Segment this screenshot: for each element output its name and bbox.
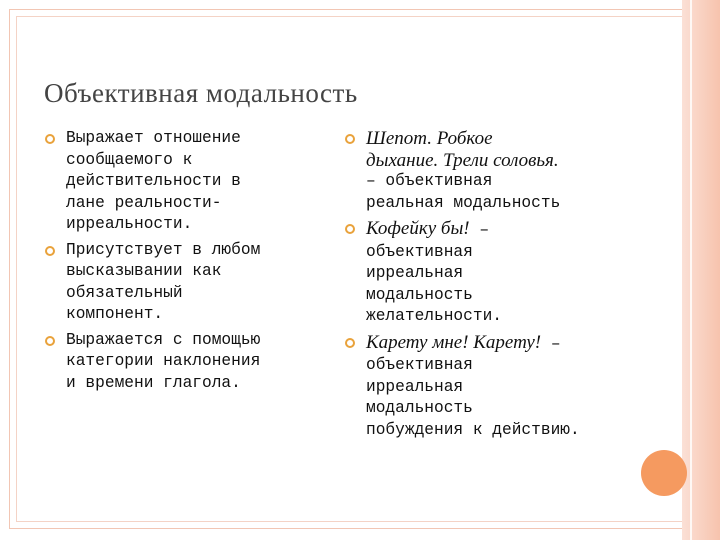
list-item-line: желательности. <box>366 307 502 325</box>
list-item-line: действительности в <box>66 172 241 190</box>
list-item-line: модальность <box>366 285 473 304</box>
list-item-line: Присутствует в любом <box>66 240 261 259</box>
example-quote: Шепот. Робкое <box>366 128 493 149</box>
list-item-line: ирреальности. <box>66 215 193 233</box>
decorative-circle <box>641 450 687 496</box>
list-item-line: лане реальности- <box>66 193 222 212</box>
list-item-line: объективная <box>366 242 473 261</box>
bullet-icon <box>44 335 56 347</box>
example-quote: Кофейку бы! <box>366 218 470 239</box>
bullet-icon <box>44 133 56 145</box>
bullet-icon <box>344 337 356 349</box>
list-item-line: побуждения к действию. <box>366 420 580 439</box>
example-quote: Карету мне! Карету! <box>366 331 542 353</box>
decorative-side-band <box>682 0 720 540</box>
list-item-line: модальность <box>366 399 473 417</box>
list-item <box>44 128 324 236</box>
dash: – <box>469 221 490 239</box>
list-item-line: категории наклонения <box>66 352 261 370</box>
list-item <box>44 240 324 326</box>
list-item-line: объективная <box>366 356 473 374</box>
list-item-line: Выражает отношение <box>66 129 241 147</box>
list-item <box>44 330 324 395</box>
list-item <box>344 128 634 214</box>
list-item <box>344 218 634 328</box>
list-item-line: ирреальная <box>366 264 464 282</box>
list-item-line: сообщаемого к <box>66 150 193 169</box>
list-item-line: Выражается с помощью <box>66 330 261 349</box>
left-column <box>44 128 324 398</box>
list-item-line: обязательный <box>66 283 183 302</box>
decorative-side-line <box>690 0 692 540</box>
list-item-line: и времени глагола. <box>66 373 241 392</box>
dash: – <box>541 334 561 353</box>
bullet-icon <box>344 133 356 145</box>
bullet-icon <box>44 245 56 257</box>
list-item-line: ирреальная <box>366 377 464 396</box>
slide-title: Объективная модальность <box>44 78 358 108</box>
list-item <box>344 332 634 442</box>
list-item-line: высказывании как <box>66 262 222 280</box>
example-quote: дыхание. Трели соловья. <box>366 149 559 171</box>
list-item-line: реальная модальность <box>366 193 561 212</box>
bullet-icon <box>344 223 356 235</box>
list-item-line: – объективная <box>366 172 493 190</box>
list-item-line: компонент. <box>66 305 164 323</box>
right-column <box>344 128 634 445</box>
